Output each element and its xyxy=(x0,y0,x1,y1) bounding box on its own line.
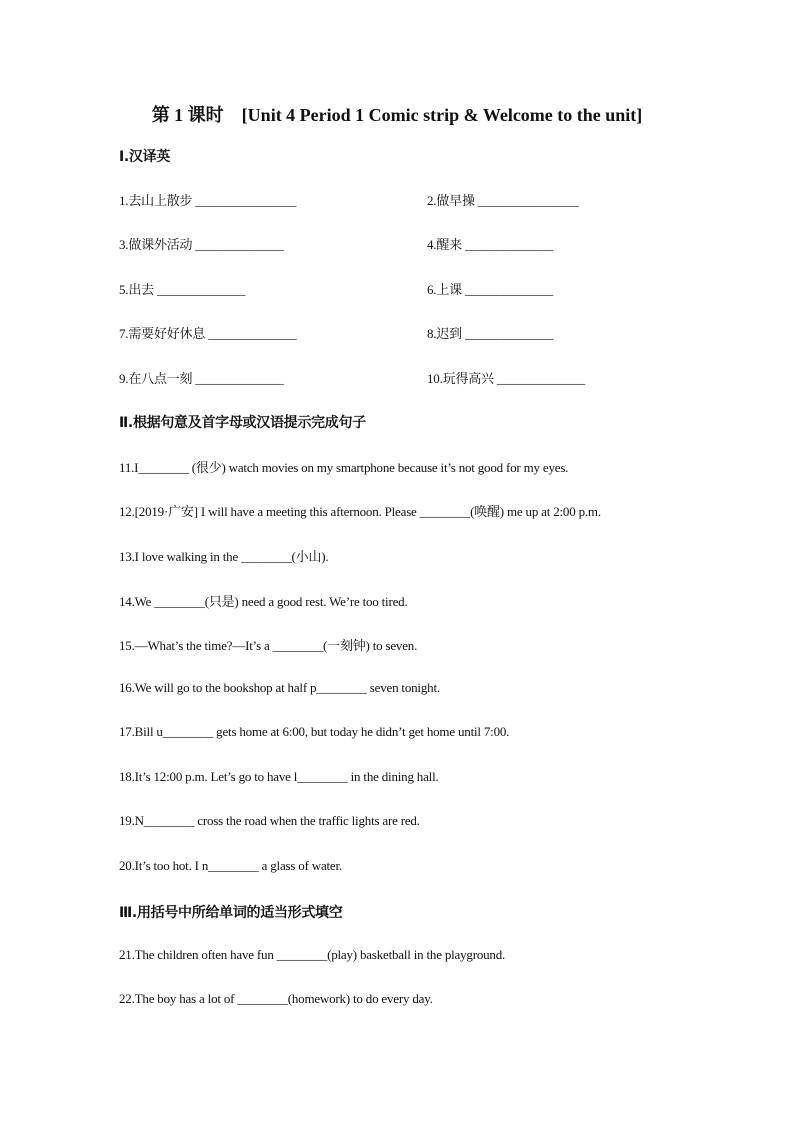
fill-item-22: 22.The boy has a lot of ________(homework) to do every day. xyxy=(119,991,433,1006)
section-2-heading: Ⅱ.根据句意及首字母或汉语提示完成句子 xyxy=(119,415,366,431)
section-1-heading: Ⅰ.汉译英 xyxy=(119,149,171,165)
translation-item-2: 2.做早操 ________________ xyxy=(427,193,579,208)
sentence-item-17: 17.Bill u________ gets home at 6:00, but today he didn’t get home until 7:00. xyxy=(119,724,510,739)
translation-item-4: 4.醒来 ______________ xyxy=(427,237,554,252)
translation-item-3: 3.做课外活动 ______________ xyxy=(119,237,284,252)
page-title: 第 1 课时 [Unit 4 Period 1 Comic strip & Welcome to the unit] xyxy=(151,105,643,125)
sentence-item-13: 13.I love walking in the ________(小山). xyxy=(119,549,329,564)
fill-item-21: 21.The children often have fun ________(play) basketball in the playground. xyxy=(119,947,506,962)
translation-item-8: 8.迟到 ______________ xyxy=(427,326,554,341)
translation-item-7: 7.需要好好休息 ______________ xyxy=(119,326,297,341)
translation-item-5: 5.出去 ______________ xyxy=(119,282,246,297)
section-3-heading: Ⅲ.用括号中所给单词的适当形式填空 xyxy=(119,905,343,921)
sentence-item-20: 20.It’s too hot. I n________ a glass of water. xyxy=(119,858,342,873)
sentence-item-14: 14.We ________(只是) need a good rest. We’re too tired. xyxy=(119,594,408,609)
translation-item-1: 1.去山上散步 ________________ xyxy=(119,193,297,208)
translation-item-6: 6.上课 ______________ xyxy=(427,282,554,297)
sentence-item-19: 19.N________ cross the road when the traffic lights are red. xyxy=(119,813,420,828)
translation-item-10: 10.玩得高兴 ______________ xyxy=(427,371,586,386)
sentence-item-16: 16.We will go to the bookshop at half p________ seven tonight. xyxy=(119,680,440,695)
sentence-item-18: 18.It’s 12:00 p.m. Let’s go to have l________ in the dining hall. xyxy=(119,769,439,784)
sentence-item-12: 12.[2019·广安] I will have a meeting this afternoon. Please ________(唤醒) me up at 2:00 p.m. xyxy=(119,504,601,519)
translation-item-9: 9.在八点一刻 ______________ xyxy=(119,371,284,386)
sentence-item-15: 15.—What’s the time?—It’s a ________(一刻钟) to seven. xyxy=(119,638,418,653)
sentence-item-11: 11.I________ (很少) watch movies on my smartphone because it’s not good for my eyes. xyxy=(119,460,569,475)
